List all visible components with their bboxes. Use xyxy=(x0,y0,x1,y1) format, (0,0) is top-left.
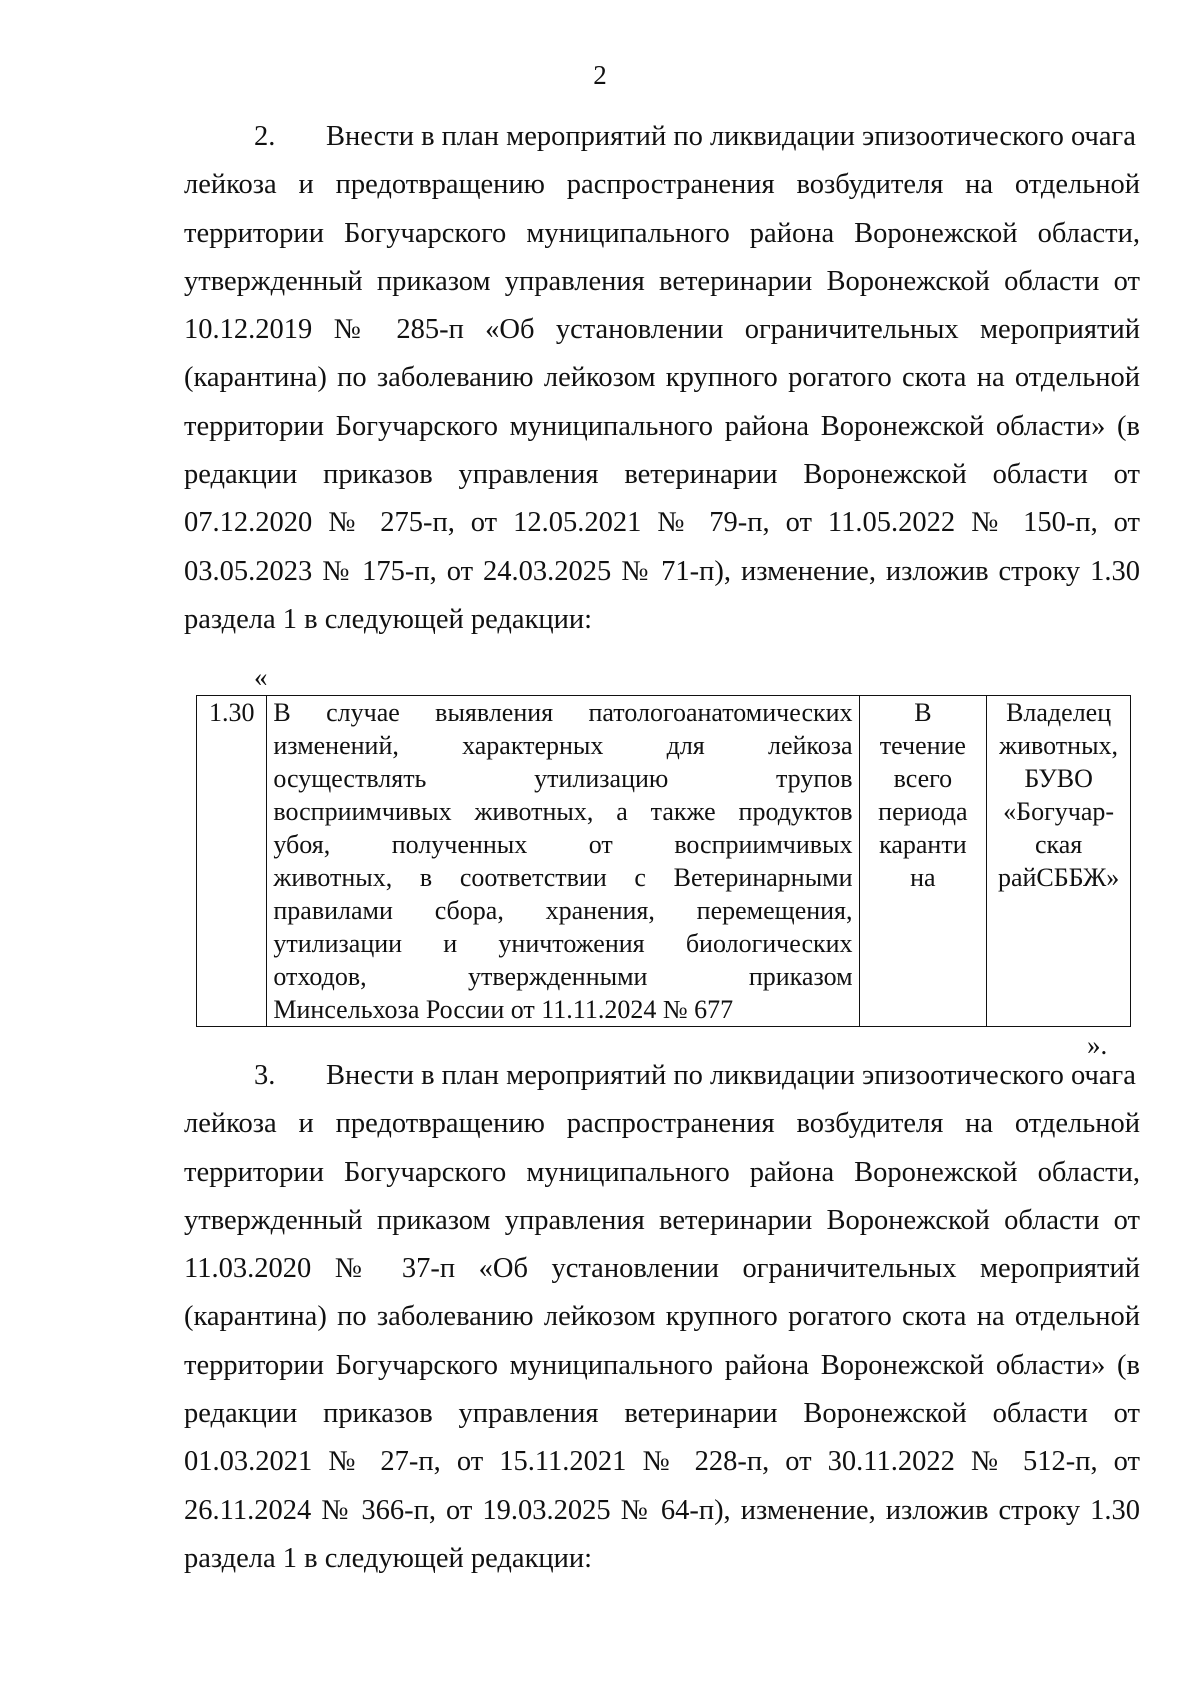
term-line: на xyxy=(910,863,936,892)
measure-line: убоя, полученных от восприимчивых xyxy=(273,830,853,859)
paragraph-3-line-3: территории Богучарского муниципального района Воронежской области, xyxy=(184,1156,1140,1188)
quote-open: « xyxy=(254,662,268,692)
paragraph-2-line-8: редакции приказов управления ветеринарии Воронежской области от xyxy=(184,459,1140,491)
row-number-cell xyxy=(197,696,267,1027)
paragraph-2-line-1: 2. Внести в план мероприятий по ликвидации эпизоотического очага xyxy=(184,113,1140,161)
responsible-cell xyxy=(987,696,1131,1027)
responsible-line: райСББЖ» xyxy=(997,863,1120,892)
paragraph-3-line-5: 11.03.2020 № 37-п «Об установлении ограничительных мероприятий xyxy=(184,1253,1140,1285)
paragraph-2-line-4: утвержденный приказом управления ветеринарии Воронежской области от xyxy=(184,265,1140,297)
paragraph-3-line-4: утвержденный приказом управления ветеринарии Воронежской области от xyxy=(184,1204,1140,1236)
responsible-line: ская xyxy=(1034,830,1083,859)
measure-line: Минсельхоза России от 11.11.2024 № 677 xyxy=(273,995,734,1024)
term-cell xyxy=(859,696,987,1027)
measure-text-cell xyxy=(267,696,859,1027)
paragraph-2-line-7: территории Богучарского муниципального района Воронежской области» (в xyxy=(184,410,1140,442)
page-number: 2 xyxy=(593,60,607,90)
measure-line: утилизации и уничтожения биологических xyxy=(273,929,853,958)
paragraph-3-line-8: редакции приказов управления ветеринарии Воронежской области от xyxy=(184,1398,1140,1430)
measure-line: В случае выявления патологоанатомических xyxy=(273,698,853,727)
paragraph-2-line-10: 03.05.2023 № 175-п, от 24.03.2025 № 71-п), изменение, изложив строку 1.30 xyxy=(184,555,1140,587)
quote-close: ». xyxy=(1087,1030,1108,1060)
row-number: 1.30 xyxy=(208,698,255,727)
measure-line: восприимчивых животных, а также продуктов xyxy=(273,797,853,826)
term-line: течение xyxy=(879,731,966,760)
paragraph-3-line-7: территории Богучарского муниципального района Воронежской области» (в xyxy=(184,1349,1140,1381)
paragraph-3-line-2: лейкоза и предотвращению распространения возбудителя на отдельной xyxy=(184,1108,1140,1140)
paragraph-2-line-3: территории Богучарского муниципального района Воронежской области, xyxy=(184,217,1140,249)
responsible-line: «Богучар- xyxy=(1003,797,1115,826)
paragraph-3-line-10: 26.11.2024 № 366-п, от 19.03.2025 № 64-п), изменение, изложив строку 1.30 xyxy=(184,1494,1140,1526)
term-line: каранти xyxy=(879,830,967,859)
term-line: всего xyxy=(893,764,953,793)
paragraph-3-line-11: раздела 1 в следующей редакции: xyxy=(184,1542,593,1574)
term-line: В xyxy=(914,698,932,727)
paragraph-3-line-1: 3. Внести в план мероприятий по ликвидации эпизоотического очага xyxy=(184,1052,1140,1100)
responsible-line: БУВО xyxy=(1024,764,1093,793)
paragraph-2-line-11: раздела 1 в следующей редакции: xyxy=(184,603,593,635)
paragraph-3-line-6: (карантина) по заболеванию лейкозом крупного рогатого скота на отдельной xyxy=(184,1301,1140,1333)
paragraph-2-line-6: (карантина) по заболеванию лейкозом крупного рогатого скота на отдельной xyxy=(184,362,1140,394)
measure-line: осуществлять утилизацию трупов xyxy=(273,764,853,793)
measure-line: изменений, характерных для лейкоза xyxy=(273,731,853,760)
paragraph-3 xyxy=(184,1052,1140,1583)
term-line: периода xyxy=(878,797,968,826)
table-row xyxy=(197,696,1131,1027)
measure-line: правилами сбора, хранения, перемещения, xyxy=(273,896,853,925)
paragraph-2-line-5: 10.12.2019 № 285-п «Об установлении ограничительных мероприятий xyxy=(184,314,1140,346)
responsible-line: Владелец xyxy=(1006,698,1112,727)
paragraph-3-line-9: 01.03.2021 № 27-п, от 15.11.2021 № 228-п, от 30.11.2022 № 512-п, от xyxy=(184,1446,1140,1478)
paragraph-2-line-9: 07.12.2020 № 275-п, от 12.05.2021 № 79-п, от 11.05.2022 № 150-п, от xyxy=(184,507,1140,539)
paragraph-3-number: 3. xyxy=(254,1060,276,1091)
responsible-line: животных, xyxy=(999,731,1119,760)
amendment-table xyxy=(196,695,1131,1027)
paragraph-2 xyxy=(184,113,1140,644)
measure-line: отходов, утвержденными приказом xyxy=(273,962,853,991)
measure-line: животных, в соответствии с Ветеринарными xyxy=(273,863,853,892)
paragraph-2-number: 2. xyxy=(254,121,276,152)
paragraph-2-line-2: лейкоза и предотвращению распространения возбудителя на отдельной xyxy=(184,169,1140,201)
